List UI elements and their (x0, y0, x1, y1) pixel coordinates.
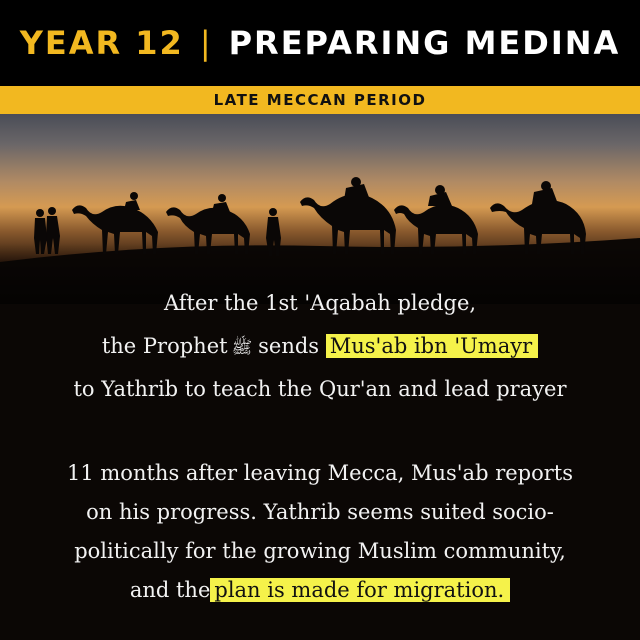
sends-text: sends (258, 334, 320, 358)
paragraph-2-line-1: 11 months after leaving Mecca, Mus'ab reports (67, 461, 573, 485)
highlight-migration-plan: plan is made for migration. (210, 578, 510, 602)
header-separator: | (199, 24, 213, 62)
page-title: PREPARING MEDINA (228, 24, 621, 62)
paragraph-1 (0, 282, 640, 411)
paragraph-2-line-2: on his progress. Yathrib seems suited socio- (86, 500, 554, 524)
paragraph-2-line-4 (0, 571, 640, 610)
page-header (0, 0, 640, 86)
honorific-glyph: ﷺ (231, 338, 253, 358)
year-label: YEAR 12 (19, 24, 184, 62)
and-the-text: and the (129, 578, 211, 602)
period-banner (0, 86, 640, 114)
paragraph-1-line-1: After the 1st 'Aqabah pledge, (163, 291, 477, 315)
paragraph-1-line-2 (0, 325, 640, 368)
paragraph-2-line-3: politically for the growing Muslim community, (74, 539, 566, 563)
highlight-musab-name: Mus'ab ibn 'Umayr (326, 334, 538, 358)
paragraph-2 (0, 454, 640, 610)
paragraph-1-line-3: to Yathrib to teach the Qur'an and lead prayer (73, 377, 567, 401)
period-label: LATE MECCAN PERIOD (213, 91, 427, 109)
prophet-text: the Prophet (101, 334, 228, 358)
